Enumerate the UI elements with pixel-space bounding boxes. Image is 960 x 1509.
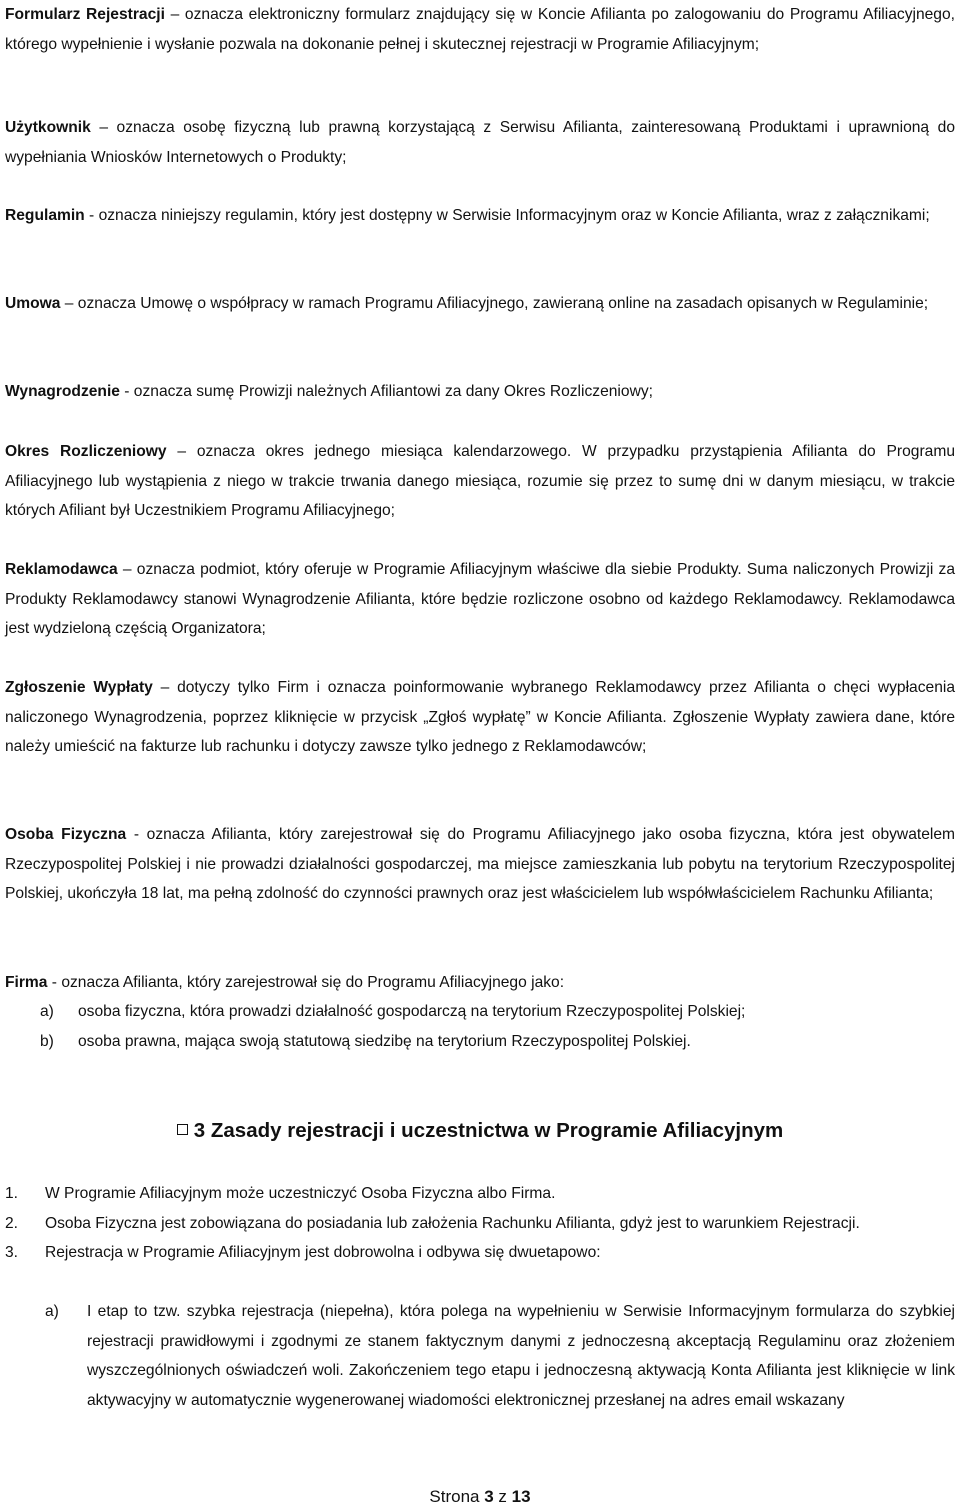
page-total: 13 [511,1487,531,1506]
list-marker: 3. [5,1244,19,1262]
definition-term: Użytkownik [5,119,91,136]
definition-term: Osoba Fizyczna [5,826,127,843]
list-marker: 2. [5,1214,19,1232]
definition-term: Zgłoszenie Wypłaty [5,679,153,696]
definition-text: – dotyczy tylko Firm i oznacza poinformowanie wybranego Reklamodawcy przez Afilianta o chęci wypłacenia naliczonego Wynagrodzenia, poprzez kliknięcie w przycisk „Zgłoś wypłatę” w Koncie Afilianta. Zgłoszenie Wypłaty zawiera dane, które należy umieścić na fakturze lub rachunku i dotyczy zawsze tylko jednego z Reklamodawców; [5,679,955,756]
registration-stages-list [45,1297,955,1415]
definition-uzytkownik [5,113,955,172]
definition-wynagrodzenie [5,377,955,407]
definition-reklamodawca [5,555,955,644]
list-item [5,1238,955,1268]
definition-term: Reklamodawca [5,561,118,578]
page-current: 3 [484,1487,494,1506]
definition-term: Umowa [5,295,61,312]
definition-term: Okres Rozliczeniowy [5,443,167,460]
list-item [5,1179,955,1209]
page-label: Strona [429,1487,485,1506]
list-item-text: Osoba Fizyczna jest zobowiązana do posiadania lub założenia Rachunku Afilianta, gdyż jest to warunkiem Rejestracji. [45,1214,860,1232]
section-heading-text: 3 Zasady rejestracji i uczestnictwa w Programie Afiliacyjnym [193,1119,784,1142]
list-marker: a) [40,1003,54,1020]
list-item [40,1027,955,1057]
definition-firma [5,968,955,998]
list-item-text: I etap to tzw. szybka rejestracja (niepełna), która polega na wypełnieniu w Serwisie Informacyjnym formularza do szybkiej rejestracji prawidłowymi i zgodnymi ze stanem faktycznym danymi z jednoczesną akceptacją Regulaminu oraz złożeniem wyszczególnionych oświadczeń woli. Zakończeniem tego etapu i jednoczesną aktywacją Konta Afilianta jest kliknięcie w link aktywacyjny w automatycznie wygenerowanej wiadomości elektronicznej przesłanej na adres email wskazany [87,1303,955,1409]
definition-term: Firma [5,974,48,991]
list-item-text: W Programie Afiliacyjnym może uczestniczyć Osoba Fizyczna albo Firma. [45,1185,556,1202]
definition-formularz-rejestracji [5,0,955,59]
numbered-list [5,1179,955,1268]
definition-text: – oznacza podmiot, który oferuje w Programie Afiliacyjnym właściwe dla siebie Produkty. Suma naliczonych Prowizji za Produkty Reklamodawcy stanowi Wynagrodzenie Afilianta, które będzie rozliczone osobno od każdego Reklamodawcy. Reklamodawca jest wydzieloną częścią Organizatora; [5,561,955,638]
definition-text: – oznacza osobę fizyczną lub prawną korzystającą z Serwisu Afilianta, zainteresowaną Produktami i uprawnioną do wypełniania Wniosków Internetowych o Produkty; [5,119,955,166]
definition-text: – oznacza Umowę o współpracy w ramach Programu Afiliacyjnego, zawieraną online na zasadach opisanych w Regulaminie; [60,295,929,312]
square-bullet-icon [177,1124,188,1135]
list-item [45,1297,955,1415]
page-separator: z [493,1487,512,1506]
definition-osoba-fizyczna [5,820,955,909]
definition-text: - oznacza Afilianta, który zarejestrował się do Programu Afiliacyjnego jako: [47,974,565,991]
definition-term: Wynagrodzenie [5,383,120,400]
list-marker: b) [40,1032,54,1050]
list-marker: 1. [5,1185,19,1202]
firma-list [40,997,955,1056]
definition-umowa [5,289,955,319]
definition-text: – oznacza elektroniczny formularz znajdujący się w Koncie Afilianta po zalogowaniu do Programu Afiliacyjnego, którego wypełnienie i wysłanie pozwala na dokonanie pełnej i skutecznej rejestracji w Programie Afiliacyjnym; [5,6,955,53]
list-item-text: Rejestracja w Programie Afiliacyjnym jest dobrowolna i odbywa się dwuetapowo: [45,1244,601,1262]
definition-term: Regulamin [5,207,85,224]
definition-zgloszenie-wyplaty [5,673,955,762]
definition-text: - oznacza niniejszy regulamin, który jest dostępny w Serwisie Informacyjnym oraz w Koncie Afilianta, wraz z załącznikami; [84,207,930,224]
definition-okres-rozliczeniowy [5,437,955,526]
section-heading [0,1116,960,1146]
list-item [5,1209,955,1239]
definition-regulamin [5,201,955,231]
list-marker: a) [45,1303,59,1320]
page-footer [0,1485,960,1509]
definition-term: Formularz Rejestracji [5,6,165,23]
definition-text: - oznacza Afilianta, który zarejestrował się do Programu Afiliacyjnego jako osoba fizyczna, która jest obywatelem Rzeczypospolitej Polskiej i nie prowadzi działalności gospodarczej, ma miejsce zamieszkania lub pobytu na terytorium Rzeczypospolitej Polskiej, ukończyła 18 lat, ma pełną zdolność do czynności prawnych oraz jest właścicielem lub współwłaścicielem Rachunku Afilianta; [5,826,955,903]
definition-text: – oznacza okres jednego miesiąca kalendarzowego. W przypadku przystąpienia Afilianta do Programu Afiliacyjnego lub wystąpienia z niego w trakcie trwania danego miesiąca, rozumie się przez to sumę dni w danym miesiącu, w trakcie których Afiliant był Uczestnikiem Programu Afiliacyjnego; [5,443,955,520]
list-item-text: osoba prawna, mająca swoją statutową siedzibę na terytorium Rzeczypospolitej Polskiej. [78,1032,691,1050]
list-item-text: osoba fizyczna, która prowadzi działalność gospodarczą na terytorium Rzeczypospolitej Polskiej; [78,1003,746,1020]
definition-text: - oznacza sumę Prowizji należnych Afiliantowi za dany Okres Rozliczeniowy; [119,383,653,400]
list-item [40,997,955,1027]
